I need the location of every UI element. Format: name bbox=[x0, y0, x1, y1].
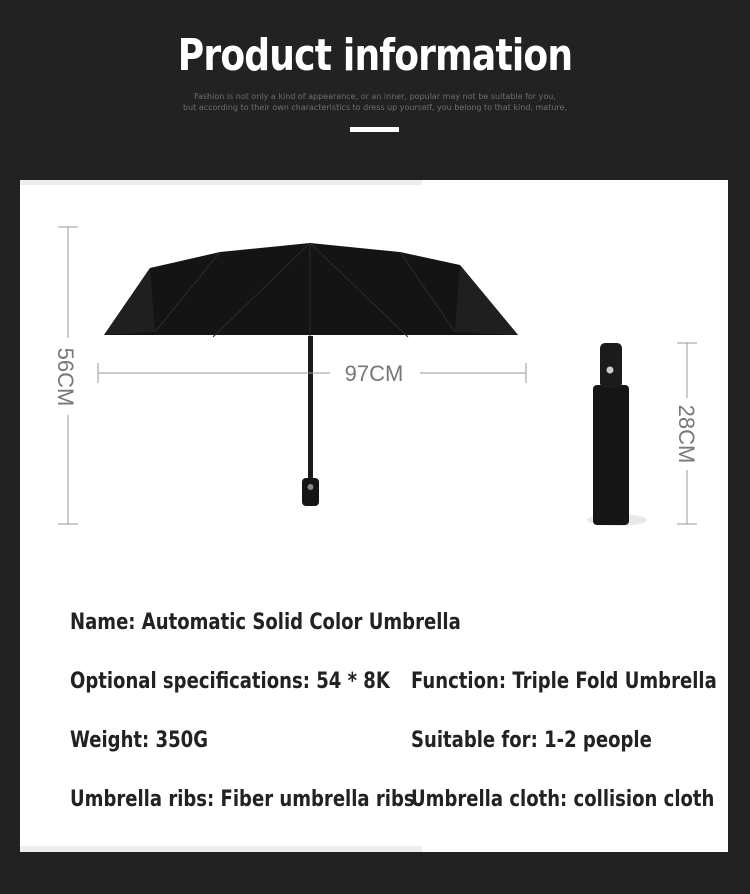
spec-suitable-for: Suitable for: 1-2 people bbox=[411, 728, 652, 753]
folded-height-label: 28CM bbox=[674, 404, 699, 464]
open-height-label: 56CM bbox=[53, 347, 78, 407]
spec-umbrella-ribs: Umbrella ribs: Fiber umbrella ribs bbox=[70, 787, 415, 812]
spec-weight: Weight: 350G bbox=[70, 728, 209, 753]
spec-umbrella-cloth: Umbrella cloth: collision cloth bbox=[411, 787, 715, 812]
spec-function: Function: Triple Fold Umbrella bbox=[411, 669, 717, 694]
folded-umbrella-image bbox=[587, 343, 647, 526]
open-umbrella-image bbox=[104, 243, 518, 506]
page-title: Product information bbox=[177, 30, 573, 81]
subtitle-line-2: but according to their own characteristics to dress up yourself, you belong to that kind, mature, bbox=[183, 103, 567, 112]
spec-name: Name: Automatic Solid Color Umbrella bbox=[70, 610, 461, 635]
spec-optional-specifications: Optional specifications: 54 * 8K bbox=[70, 669, 390, 694]
open-width-label: 97CM bbox=[344, 361, 404, 386]
subtitle-line-1: Fashion is not only a kind of appearance, or an inner, popular may not be suitable for you, bbox=[194, 92, 556, 101]
